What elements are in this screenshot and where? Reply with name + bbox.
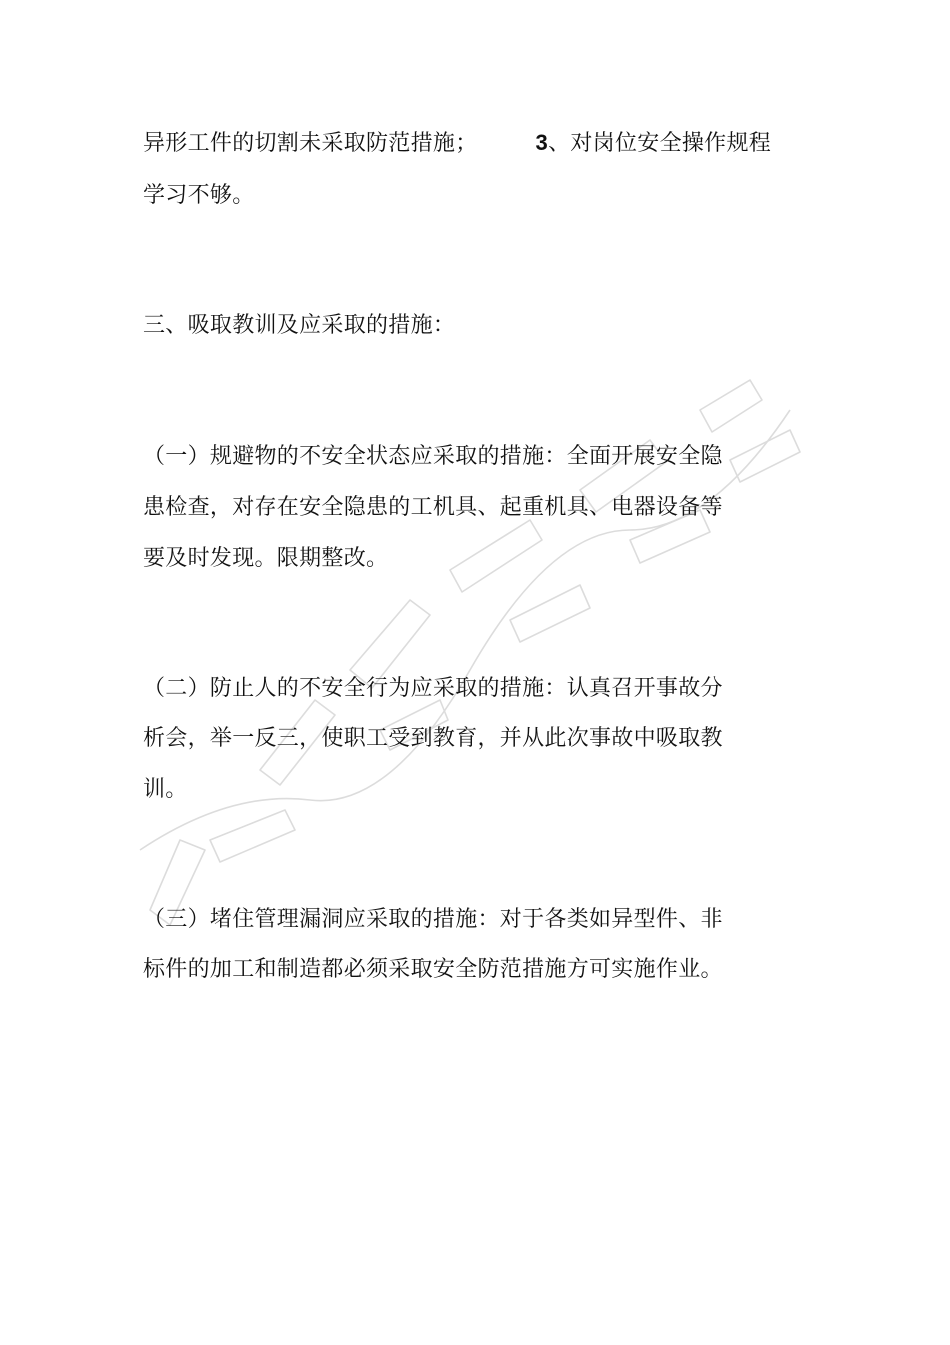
paragraph-line: 要及时发现。限期整改。 <box>143 546 389 571</box>
paragraph-line: （三）堵住管理漏洞应采取的措施：对于各类如异型件、非 <box>143 907 723 932</box>
paragraph-line: 训。 <box>143 777 188 802</box>
paragraph-line: 患检查，对存在安全隐患的工机具、起重机具、电器设备等 <box>143 495 723 520</box>
paragraph-line: 标件的加工和制造都必须采取安全防范措施方可实施作业。 <box>143 957 723 982</box>
section-heading: 三、吸取教训及应采取的措施： <box>143 313 456 338</box>
paragraph-line: 学习不够。 <box>143 183 255 208</box>
text-segment: 异形工件的切割未采取防范措施； <box>143 131 478 156</box>
text-segment: 、对岗位安全操作规程 <box>548 131 772 156</box>
paragraph-line: 析会，举一反三，使职工受到教育，并从此次事故中吸取教 <box>143 726 723 751</box>
paragraph-line: （二）防止人的不安全行为应采取的措施：认真召开事故分 <box>143 676 723 701</box>
paragraph-line <box>143 128 771 159</box>
paragraph-line: （一）规避物的不安全状态应采取的措施：全面开展安全隐 <box>143 444 723 469</box>
list-number: 3 <box>535 130 549 155</box>
